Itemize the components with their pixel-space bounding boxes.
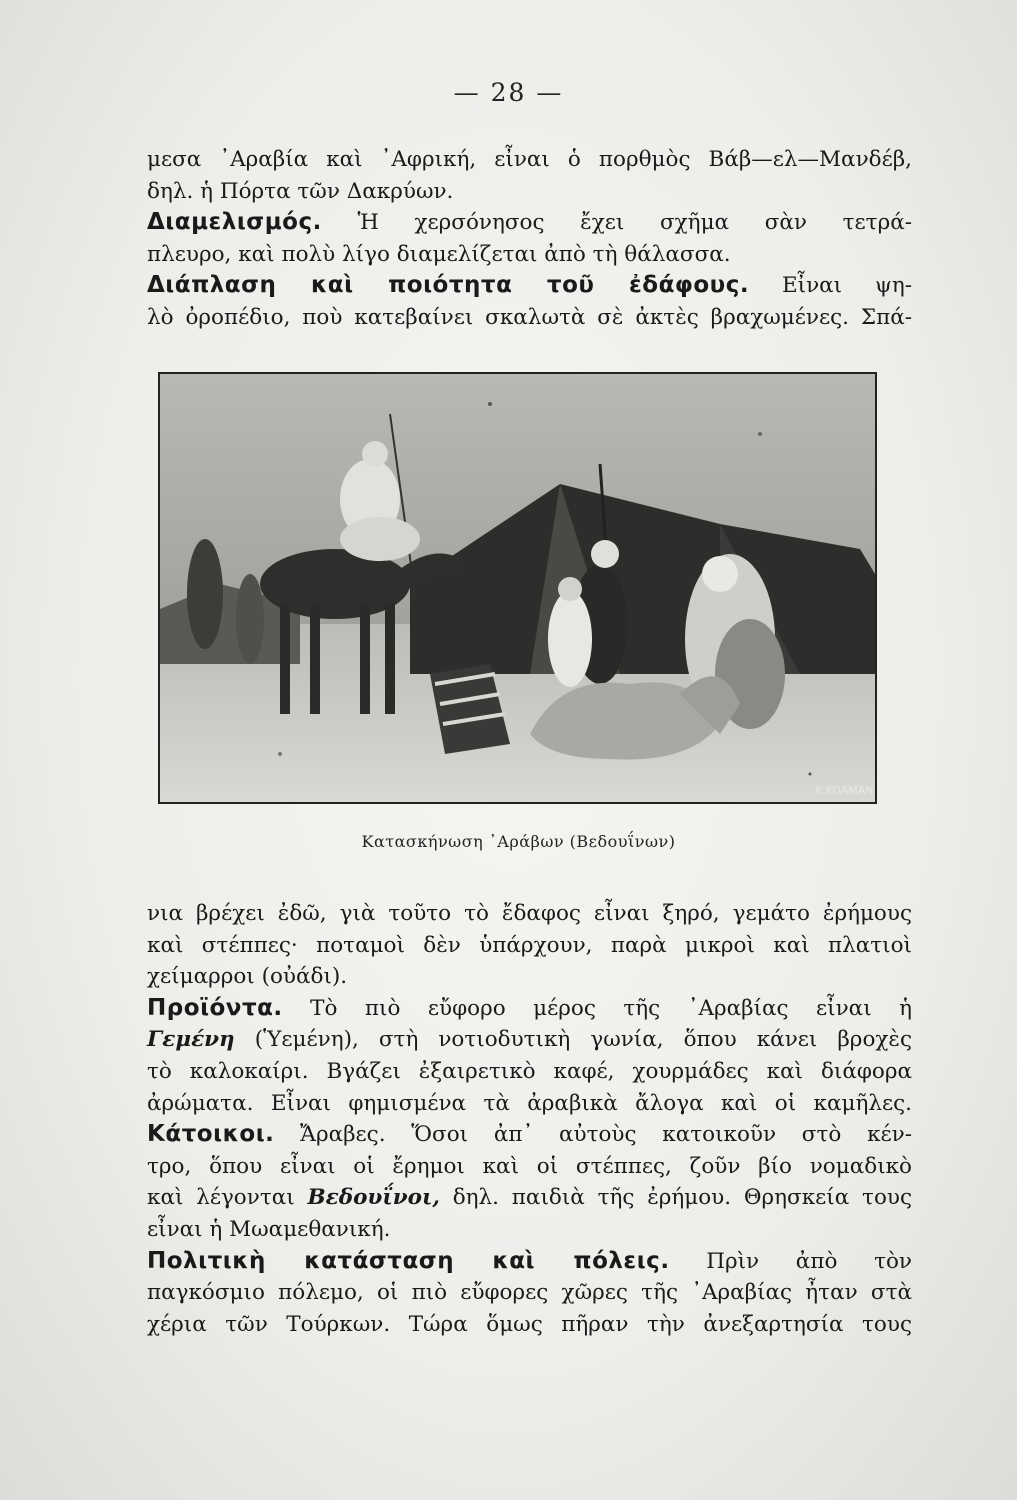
bedouin-camp-photo-icon <box>158 372 877 804</box>
section-heading: Διαμελισμός. <box>147 209 322 236</box>
text-line <box>147 993 912 1025</box>
text-block-bottom <box>147 898 912 1340</box>
page-number: — 28 — <box>453 78 564 107</box>
line-text: εἶναι ἡ Μωαμεθανική. <box>147 1216 391 1242</box>
text-line <box>147 1024 912 1056</box>
photo-signature: K.KOAMAN <box>815 784 874 797</box>
text-line <box>147 302 912 334</box>
text-line <box>147 207 912 239</box>
line-text: χέρια τῶν Τούρκων. Τώρα ὅμως πῆραν τὴν ἀνεξαρτησία τους <box>147 1311 912 1337</box>
photo-illustration <box>160 374 875 802</box>
text-line <box>147 1246 912 1278</box>
emphasis: Γεμένη <box>147 1027 235 1053</box>
text-line <box>147 930 912 962</box>
line-text: Ἡ χερσόνησος ἔχει σχῆμα σὰν τετρά- <box>321 210 912 236</box>
line-text: Πρὶν ἀπὸ τὸν <box>669 1248 912 1274</box>
text-line <box>147 961 912 993</box>
text-line <box>147 144 912 176</box>
text-block-top <box>147 144 912 334</box>
line-text: ἀρώματα. Εἶναι φημισμένα τὰ ἀραβικὰ ἄλογα καὶ οἱ καμῆλες. <box>147 1090 912 1116</box>
line-text: νια βρέχει ἐδῶ, γιὰ τοῦτο τὸ ἔδαφος εἶναι ξηρό, γεμάτο ἐρήμους <box>147 901 912 926</box>
photo-caption: Κατασκήνωση ᾽Αράβων (Βεδουΐνων) <box>361 832 676 851</box>
text-line <box>147 898 912 930</box>
line-text: τρο, ὅπου εἶναι οἱ ἔρημοι καὶ οἱ στέππες, ζοῦν βίο νομαδικὸ <box>147 1153 912 1179</box>
section-heading: Κάτοικοι. <box>147 1121 275 1148</box>
line-text: καὶ λέγονται <box>147 1185 308 1211</box>
section-heading: Πολιτικὴ κατάσταση καὶ πόλεις. <box>147 1247 670 1274</box>
line-text: δηλ. παιδιὰ τῆς ἐρήμου. Θρησκεία τους <box>439 1185 912 1211</box>
text-line <box>147 1214 912 1246</box>
text-line <box>147 1151 912 1183</box>
line-text: τὸ καλοκαίρι. Βγάζει ἐξαιρετικὸ καφέ, χουρμάδες καὶ διάφορα <box>147 1058 912 1084</box>
line-text: λὸ ὀροπέδιο, ποὺ κατεβαίνει σκαλωτὰ σὲ ἀκτὲς βραχωμένες. Σπά- <box>147 304 912 330</box>
text-line <box>147 1119 912 1151</box>
line-text: μεσα ᾽Αραβία καὶ ᾽Αφρική, εἶναι ὁ πορθμὸς Βάβ—ελ—Μανδέβ, <box>147 147 912 172</box>
line-text: δηλ. ἡ Πόρτα τῶν Δακρύων. <box>147 178 454 204</box>
text-line <box>147 1088 912 1120</box>
emphasis: Βεδουΐνοι, <box>307 1185 440 1211</box>
line-text: καὶ στέππες· ποταμοὶ δὲν ὑπάρχουν, παρὰ μικροὶ καὶ πλατιοὶ <box>147 932 912 958</box>
text-line <box>147 1309 912 1341</box>
text-line <box>147 1277 912 1309</box>
line-text: Εἶναι ψη- <box>749 273 912 299</box>
text-line <box>147 176 912 208</box>
text-line <box>147 1182 912 1214</box>
line-text: Τὸ πιὸ εὔφορο μέρος τῆς ᾽Αραβίας εἶναι ἡ <box>282 995 912 1021</box>
text-line <box>147 1056 912 1088</box>
text-line <box>147 270 912 302</box>
line-text: παγκόσμιο πόλεμο, οἱ πιὸ εὔφορες χῶρες τῆς ᾽Αραβίας ἦταν στὰ <box>147 1280 912 1306</box>
section-heading: Διάπλαση καὶ ποιότητα τοῦ ἐδάφους. <box>147 272 750 299</box>
line-text: χείμαρροι (οὐάδι). <box>147 964 348 990</box>
line-text: Ἄραβες. Ὅσοι ἀπ᾽ αὐτοὺς κατοικοῦν στὸ κέν- <box>274 1122 912 1148</box>
section-heading: Προϊόντα. <box>147 994 283 1021</box>
line-text: (Ὑεμένη), στὴ νοτιοδυτικὴ γωνία, ὅπου κάνει βροχὲς <box>234 1027 912 1053</box>
line-text: πλευρο, καὶ πολὺ λίγο διαμελίζεται ἀπὸ τὴ θάλασσα. <box>147 241 731 267</box>
text-line <box>147 239 912 271</box>
